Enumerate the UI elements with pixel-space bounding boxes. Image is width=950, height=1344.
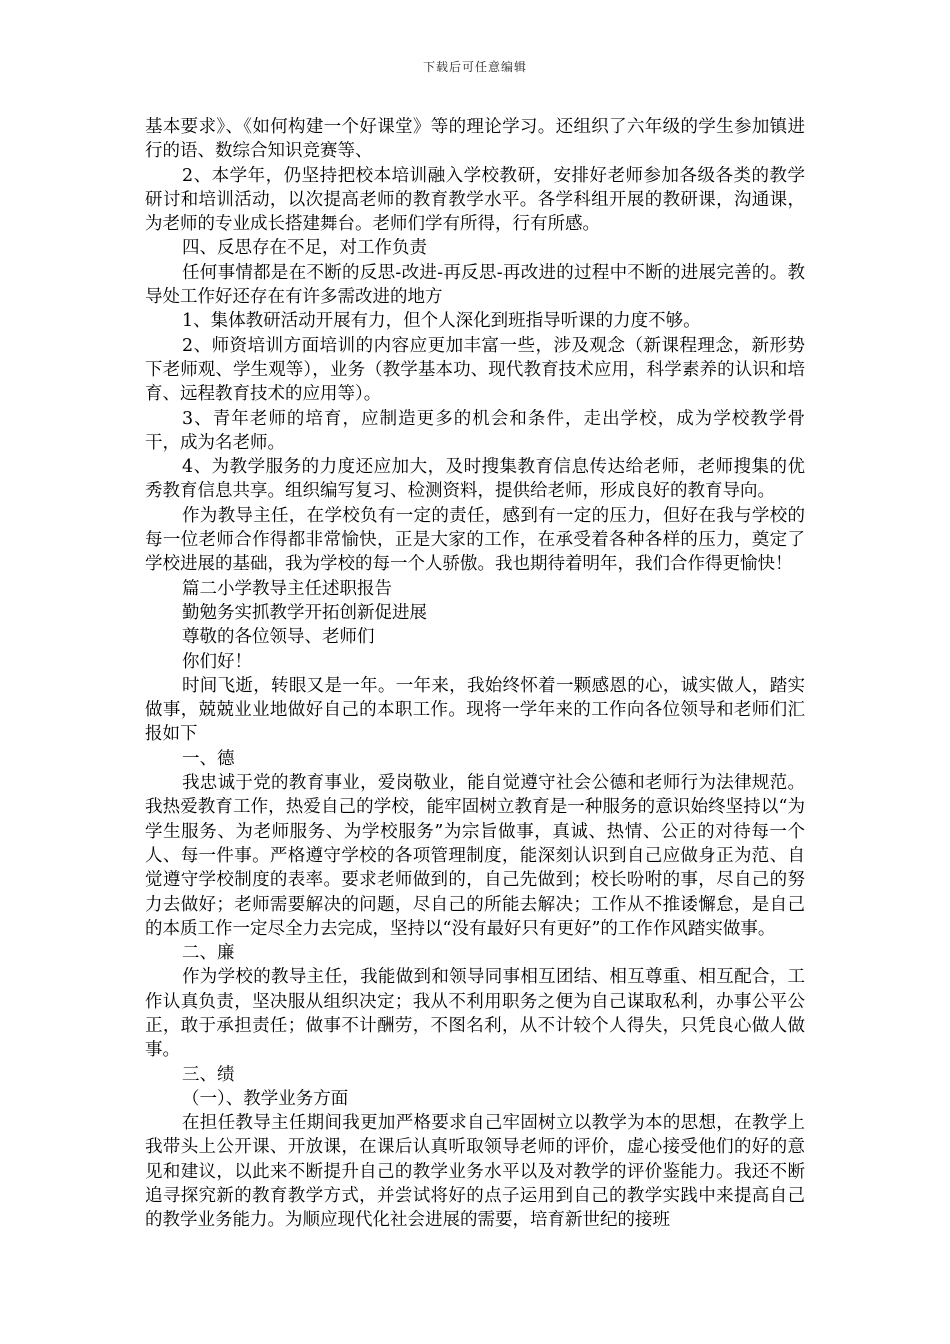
paragraph: 在担任教导主任期间我更加严格要求自己牢固树立以教学为本的思想，在教学上我带头上公开课、开放课，在课后认真听取领导老师的评价，虚心接受他们的好的意见和建议，以此来不断提升自己的教学业务水平以及对教学的评价鉴能力。我还不断追寻探究新的教育教学方式，并尝试将好的点子运用到自己的教学实践中来提高自己的教学业务能力。为顺应现代化社会进展的需要，培育新世纪的接班 <box>145 1113 805 1231</box>
paragraph: 4、为教学服务的力度还应加大，及时搜集教育信息传达给老师，老师搜集的优秀教育信息共享。组织编写复习、检测资料，提供给老师，形成良好的教育导向。 <box>145 457 805 502</box>
paragraph: 二、廉 <box>182 943 235 964</box>
paragraph: 2、本学年，仍坚持把校本培训融入学校教研，安排好老师参加各级各类的教学研讨和培训活动，以次提高老师的教育教学水平。各学科组开展的教研课，沟通课，为老师的专业成长搭建舞台。老师们学有所得，行有所感。 <box>145 165 805 235</box>
document-body <box>145 115 805 1233</box>
paragraph: 你们好！ <box>182 651 252 672</box>
paragraph: 作为学校的教导主任，我能做到和领导同事相互团结、相互尊重、相互配合，工作认真负责，坚决服从组织决定；我从不利用职务之便为自己谋取私利，办事公平公正，敢于承担责任；做事不计酬劳，不图名利，从不计较个人得失，只凭良心做人做事。 <box>145 967 805 1061</box>
paragraph: 四、反思存在不足，对工作负责 <box>182 238 427 259</box>
paragraph: 三、绩 <box>182 1064 235 1085</box>
paragraph: 任何事情都是在不断的反思-改进-再反思-再改进的过程中不断的进展完善的。教导处工作好还存在有许多需改进的地方 <box>145 262 805 308</box>
paragraph: 2、师资培训方面培训的内容应更加丰富一些，涉及观念（新课程理念，新形势下老师观、学生观等），业务（教学基本功、现代教育技术应用，科学素养的认识和培育、远程教育技术的应用等）。 <box>145 335 805 405</box>
paragraph: 我忠诚于党的教育事业，爱岗敬业，能自觉遵守社会公德和老师行为法律规范。我热爱教育工作，热爱自己的学校，能牢固树立教育是一种服务的意识始终坚持以“为学生服务、为老师服务、为学校服务”为宗旨做事，真诚、热情、公正的对待每一个人、每一件事。严格遵守学校的各项管理制度，能深刻认识到自己应做身正为范、自觉遵守学校制度的表率。要求老师做到的，自己先做到；校长吩咐的事，尽自己的努力去做好；老师需要解决的问题，尽自己的所能去解决；工作从不推诿懈怠，是自己的本质工作一定尽全力去完成，坚持以“没有最好只有更好”的工作作风踏实做事。 <box>145 773 805 939</box>
paragraph: 勤勉务实抓教学开拓创新促进展 <box>182 602 427 623</box>
paragraph: （一）、教学业务方面 <box>182 1088 349 1109</box>
paragraph: 尊敬的各位领导、老师们 <box>182 627 375 648</box>
paragraph: 基本要求》、《如何构建一个好课堂》等的理论学习。还组织了六年级的学生参加镇进行的语、数综合知识竞赛等、 <box>145 117 805 162</box>
paragraph: 3、青年老师的培育，应制造更多的机会和条件，走出学校，成为学校教学骨干，成为名老师。 <box>145 408 805 453</box>
paragraph: 作为教导主任，在学校负有一定的责任，感到有一定的压力，但好在我与学校的每一位老师合作得都非常愉快，正是大家的工作，在承受着各种各样的压力，奠定了学校进展的基础，我为学校的每一个人骄傲。我也期待着明年，我们合作得更愉快！ <box>145 505 805 575</box>
paragraph: 1、集体教研活动开展有力，但个人深化到班指导听课的力度不够。 <box>182 311 701 332</box>
paragraph: 一、德 <box>182 748 235 769</box>
paragraph: 时间飞逝，转眼又是一年。一年来，我始终怀着一颗感恩的心，诚实做人，踏实做事，兢兢业业地做好自己的本职工作。现将一学年来的工作向各位领导和老师们汇报如下 <box>145 675 805 745</box>
page-header: 下载后可任意编辑 <box>422 60 527 74</box>
paragraph: 篇二小学教导主任述职报告 <box>182 578 392 599</box>
